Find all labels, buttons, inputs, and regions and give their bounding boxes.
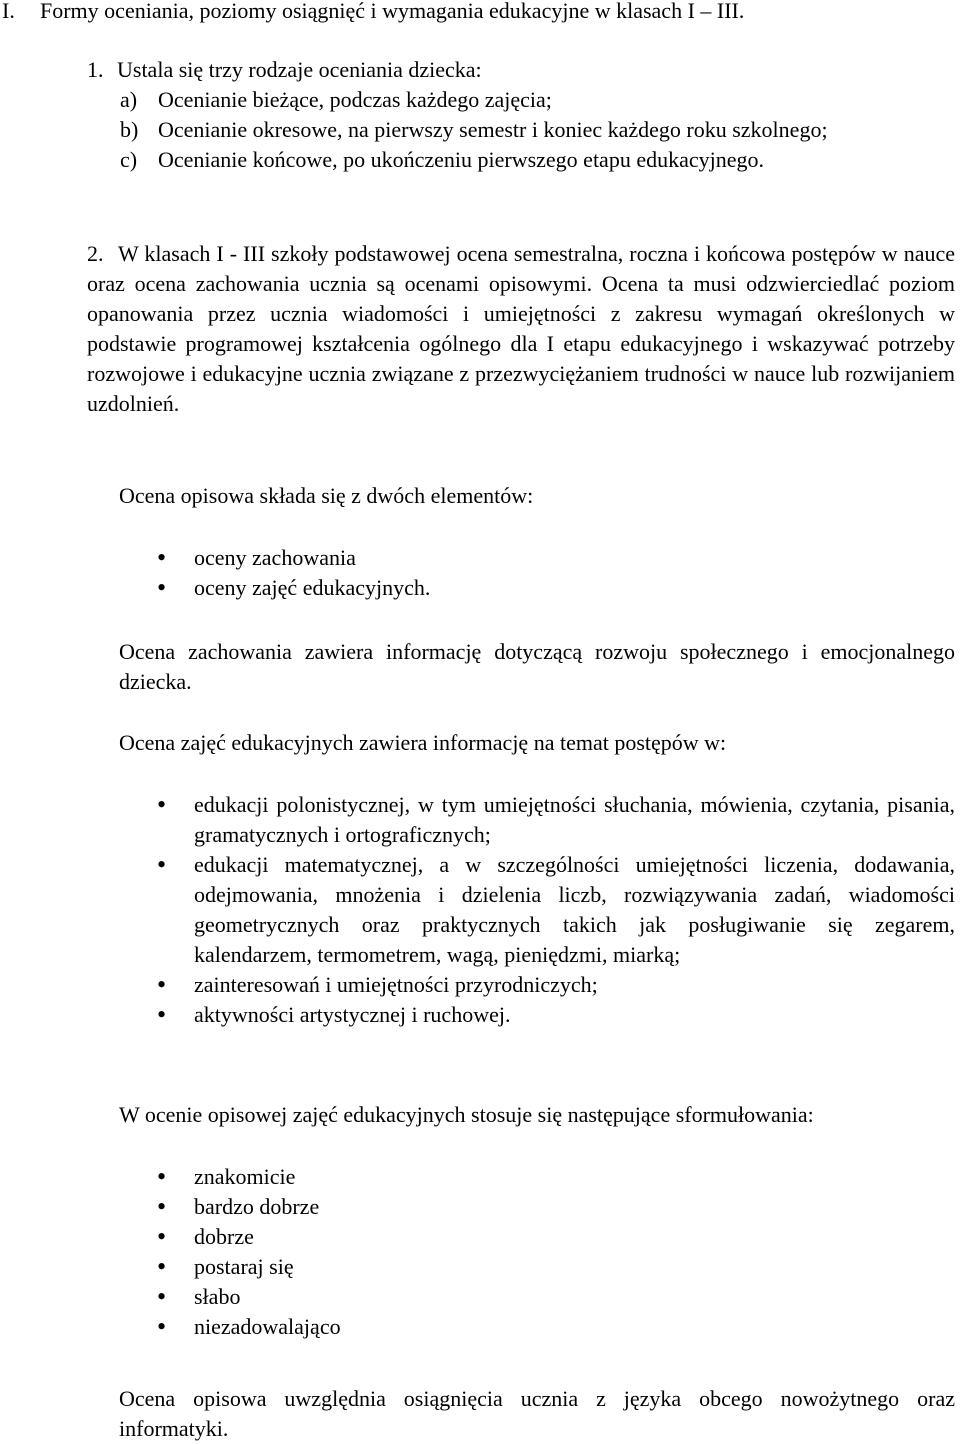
list-item: • aktywności artystycznej i ruchowej.	[119, 1000, 955, 1030]
closing-paragraph: Ocena opisowa uwzględnia osiągnięcia ucznia z języka obcego nowożytnego oraz informatyki.	[119, 1386, 955, 1441]
section-2-paragraph: W klasach I - III szkoły podstawowej ocena semestralna, roczna i końcowa postępów w nauce oraz ocena zachowania ucznia są ocenami opisowymi. Ocena ta musi odzwierciedlać poziom opanowania przez ucznia wiadomości i umiejętności z zakresu wymagań określonych w podstawie programowej kształcenia ogólnego dla I etapu edukacyjnego i wskazywać potrzeby rozwojowe i edukacyjne ucznia związane z przezwyciężaniem trudności w nauce lub rozwijaniem uzdolnień.	[87, 241, 955, 416]
list-item: • edukacji polonistycznej, w tym umiejętności słuchania, mówienia, czytania, pisania, gramatycznych i ortograficznych;	[119, 790, 955, 850]
section-1	[87, 55, 937, 175]
behavior-paragraph: Ocena zachowania zawiera informację dotyczącą rozwoju społecznego i emocjonalnego dziecka.	[119, 639, 955, 694]
terms-list	[119, 1162, 955, 1342]
section-1-lead-text: Ustala się trzy rodzaje oceniania dziecka:	[117, 57, 482, 82]
heading-number: I.	[2, 0, 15, 23]
item-label: b)	[120, 117, 139, 142]
heading-text: Formy oceniania, poziomy osiągnięć i wymagania edukacyjne w klasach I – III.	[40, 0, 745, 23]
list-item	[120, 115, 937, 145]
section-1-number: 1.	[87, 57, 104, 82]
section-heading	[2, 0, 744, 26]
elements-list	[119, 543, 955, 603]
item-text: Ocenianie bieżące, podczas każdego zajęcia;	[158, 87, 552, 112]
list-item: • postaraj się	[119, 1252, 955, 1282]
list-item	[120, 145, 937, 175]
subjects-intro: Ocena zajęć edukacyjnych zawiera informację na temat postępów w:	[119, 730, 727, 755]
section-1-lead	[87, 55, 937, 85]
list-item	[120, 85, 937, 115]
elements-intro: Ocena opisowa składa się z dwóch elementów:	[119, 483, 534, 508]
list-item: • oceny zajęć edukacyjnych.	[119, 573, 955, 603]
list-item: • oceny zachowania	[119, 543, 955, 573]
list-item: • słabo	[119, 1282, 955, 1312]
list-item: • zainteresowań i umiejętności przyrodniczych;	[119, 970, 955, 1000]
item-label: a)	[120, 87, 138, 112]
list-item: • dobrze	[119, 1222, 955, 1252]
item-text: Ocenianie okresowe, na pierwszy semestr i koniec każdego roku szkolnego;	[158, 117, 828, 142]
subjects-list	[119, 790, 955, 1030]
assessment-types-list	[120, 85, 937, 175]
list-item: • niezadowalająco	[119, 1312, 955, 1342]
section-2-number: 2.	[87, 241, 104, 266]
section-2	[87, 239, 955, 419]
list-item: • bardzo dobrze	[119, 1192, 955, 1222]
list-item: • edukacji matematycznej, a w szczególności umiejętności liczenia, dodawania, odejmowania, mnożenia i dzielenia liczb, rozwiązywania zadań, wiadomości geometrycznych oraz praktycznych takich jak posługiwanie się zegarem, kalendarzem, termometrem, wagą, pieniędzmi, miarką;	[119, 850, 955, 970]
item-text: Ocenianie końcowe, po ukończeniu pierwszego etapu edukacyjnego.	[158, 147, 764, 172]
terms-intro: W ocenie opisowej zajęć edukacyjnych stosuje się następujące sformułowania:	[119, 1102, 814, 1127]
item-label: c)	[120, 147, 138, 172]
list-item: • znakomicie	[119, 1162, 955, 1192]
